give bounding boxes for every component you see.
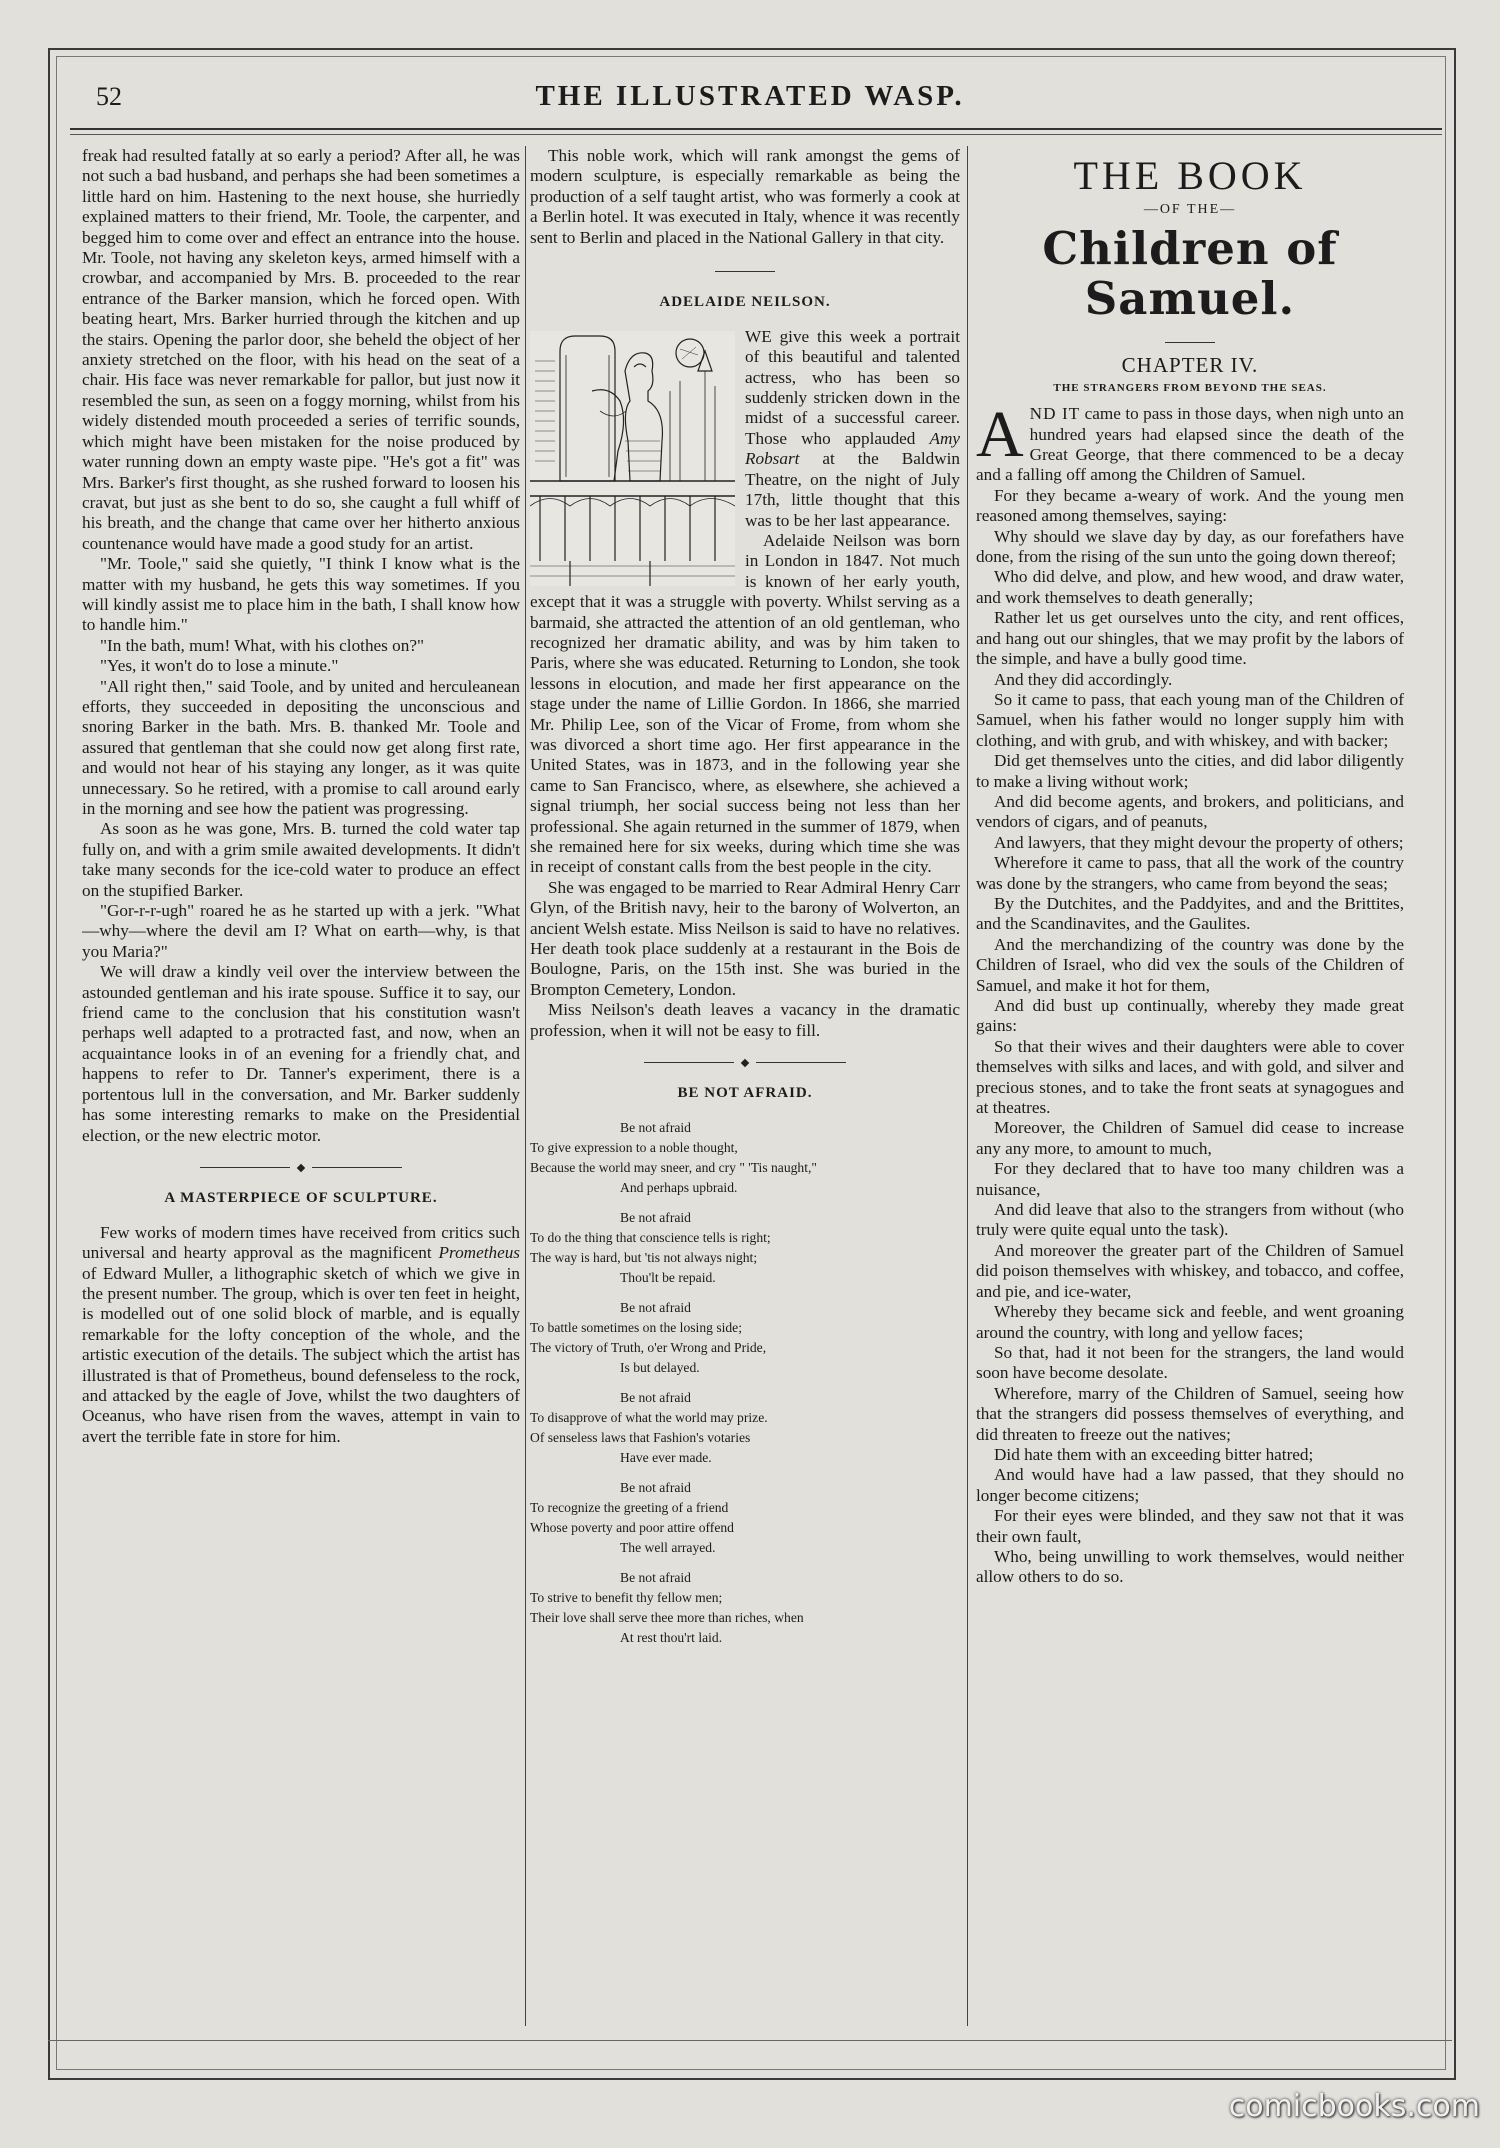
poem-line: To recognize the greeting of a friend	[530, 1499, 729, 1515]
poem-stanza	[530, 1478, 960, 1558]
poem-line: To disapprove of what the world may prize.	[530, 1409, 768, 1425]
chapter-verse: By the Dutchites, and the Paddyites, and and the Brittites, and the Scandinavites, and the Gaulites.	[976, 893, 1404, 934]
poem-line: The way is hard, but 'tis not always night;	[530, 1249, 758, 1265]
poem-stanza	[530, 1208, 960, 1288]
column-left	[82, 146, 520, 2026]
chapter-verse: Did hate them with an exceeding bitter hatred;	[994, 1444, 1314, 1464]
poem-line: Be not afraid	[620, 1569, 691, 1585]
poem-line: Have ever made.	[620, 1449, 712, 1465]
title-rule	[1165, 342, 1215, 343]
poem	[530, 1118, 960, 1648]
book-subtitle: Children of Samuel.	[1042, 222, 1338, 326]
chapter-verse: Did get themselves unto the cities, and did labor diligently to make a living without work;	[976, 751, 1404, 791]
column-middle	[530, 146, 960, 2026]
chapter-verse: Rather let us get ourselves unto the city, and rent offices, and hang out our shingles, that we may profit by the labors of the simple, and have a bully good time.	[976, 608, 1404, 669]
article-paragraph: "Yes, it won't do to lose a minute."	[100, 656, 339, 676]
poem-line: Be not afraid	[620, 1299, 691, 1315]
chapter-verse: Whereby they became sick and feeble, and went groaning around the country, with long and yellow faces;	[976, 1302, 1404, 1342]
poem-heading: BE NOT AFRAID.	[677, 1085, 813, 1102]
chapter-title: CHAPTER IV.	[1121, 353, 1259, 378]
chapter-verse: And would have had a law passed, that they should no longer become citizens;	[976, 1465, 1404, 1505]
poem-line: Be not afraid	[620, 1479, 691, 1495]
sculpture-paragraph: Few works of modern times have received from critics such universal and hearty approval as the magnificent Prometheus of Edward Muller, a lithographic sketch of which we give in the present number. The group, which is over ten feet in height, is modelled out of one solid block of marble, and is equally remarkable for the lofty conception of the whole, and the artistic execution of the details. The subject which the artist has illustrated is that of Prometheus, bound defenseless to the rock, and attacked by the eagle of Jove, whilst the two daughters of Oceanus, who have risen from the waves, attempt in vain to avert the terrible fate in store for him.	[82, 1222, 520, 1446]
poem-stanza	[530, 1388, 960, 1468]
article-paragraph: "Gor-r-r-ugh" roared he as he started up with a jerk. "What—why—where the devil am I? What on earth—why, is that you Maria?"	[82, 901, 520, 961]
column-divider	[525, 146, 526, 2026]
chapter-verse: And did bust up continually, whereby they made great gains:	[976, 996, 1404, 1036]
article-paragraph: We will draw a kindly veil over the interview between the astounded gentleman and his irate spouse. Suffice it to say, our friend came to the conclusion that his constitution wasn't perhaps well adapted to a protracted fast, and now, when an acquaintance looks in of an evening for a friendly chat, and happens to refer to Dr. Tanner's experiment, there is a portentous lull in the conversation, and Mr. Barker suddenly has some interesting remarks to make on the Presidential election, or the new electric motor.	[82, 962, 520, 1145]
poem-line: Be not afraid	[620, 1209, 691, 1225]
poem-line: Be not afraid	[620, 1389, 691, 1405]
neilson-portrait-illustration	[530, 331, 735, 586]
chapter-verse: Wherefore, marry of the Children of Samuel, seeing how that the strangers did possess themselves of everything, and did threaten to freeze out the natives;	[976, 1383, 1404, 1444]
footer-rule	[48, 2040, 1452, 2041]
article-paragraph: "Mr. Toole," said she quietly, "I think I know what is the matter with my husband, he gets this way sometimes. If you will kindly assist me to place him in the bath, I shall know how to handle him."	[82, 554, 520, 635]
chapter-verse: Who did delve, and plow, and hew wood, and draw water, and work themselves to death generally;	[976, 567, 1404, 607]
chapter-subtitle: THE STRANGERS FROM BEYOND THE SEAS.	[1053, 381, 1327, 394]
poem-line: To battle sometimes on the losing side;	[530, 1319, 742, 1335]
poem-line: Of senseless laws that Fashion's votaries	[530, 1429, 751, 1445]
chapter-verse: And did become agents, and brokers, and politicians, and vendors of cigars, and of peanuts,	[976, 791, 1404, 832]
header-rule-thin	[70, 134, 1442, 135]
chapter-verse: And they did accordingly.	[994, 669, 1173, 689]
article-paragraph: As soon as he was gone, Mrs. B. turned the cold water tap fully on, and with a grim smile awaited developments. It didn't take many seconds for the ice-cold water to produce an effect on the stupified Barker.	[82, 819, 520, 900]
poem-line: Whose poverty and poor attire offend	[530, 1519, 734, 1535]
header-rule	[70, 128, 1442, 130]
neilson-paragraph: She was engaged to be married to Rear Admiral Henry Carr Glyn, of the British navy, heir to the barony of Wolverton, an ancient Welsh estate. Miss Neilson is said to have no relatives. Her death took place suddenly at a restaurant in the Bois de Boulogne, Paris, on the 15th inst. She was buried in the Brompton Cemetery, London.	[530, 877, 960, 999]
poem-line: To give expression to a noble thought,	[530, 1139, 738, 1155]
masthead: THE ILLUSTRATED WASP.	[535, 80, 965, 112]
neilson-paragraph: Adelaide Neilson was born in London in 1847. Not much is known of her early youth, except that it was a struggle with poverty. Whilst serving as a barmaid, she attracted the attention of an old gentleman, who recognized her dramatic ability, and was by him taken to Paris, where she was educated. Returning to London, she took lessons in elocution, and made her first appearance on the stage under the name of Lillie Gordon. In 1866, she married Mr. Philip Lee, son of the Vicar of Frome, from whom she was divorced a short time ago. Her first appearance in the United States, was in 1873, and in the following year she came to San Francisco, where, as elsewhere, she achieved a signal triumph, her social success being not less than her professional. She again returned in the summer of 1879, when she remained here for six weeks, during which time she was in receipt of constant calls from the best people in the city.	[530, 530, 960, 877]
article-paragraph: freak had resulted fatally at so early a period? After all, he was not such a bad husband, and perhaps she had been sometimes a little hard on him. Hastening to the next house, she hurriedly explained matters to their friend, Mr. Toole, the carpenter, and begged him to come over and effect an entrance into the house. Mr. Toole, not having any skeleton keys, armed himself with a crowbar, and accompanied by Mrs. B. proceeded to the rear entrance of the Barker mansion, which he forced open. With beating heart, Mrs. Barker hurried through the kitchen and up the stairs. Opening the parlor door, she beheld the object of her anxiety stretched on the floor, with his head on the seat of a chair. His face was never remarkable for pallor, but just now it resembled the sun, as seen on a foggy morning, whilst from his widely distended mouth proceeded a series of terrific sounds, which might have been mistaken for the noise produced by water running down an empty waste pipe. "He's got a fit" was Mrs. Barker's first thought, as she rushed forward to loosen his cravat, but just as she bent to do so, she caught a full whiff of his breath, and the change that came over her hitherto anxious countenance would have made a good study for an artist.	[82, 146, 520, 553]
column-divider	[967, 146, 968, 2026]
chapter-verse: So that their wives and their daughters were able to cover themselves with silks and laces, and with gold, and silver and precious stones, and to take the front seats at synagogues and at theatres.	[976, 1036, 1404, 1118]
chapter-verse: So that, had it not been for the strangers, the land would soon have become desolate.	[976, 1342, 1404, 1383]
neilson-heading: ADELAIDE NEILSON.	[659, 294, 831, 311]
chapter-verse: Why should we slave day by day, as our forefathers have done, from the rising of the sun unto the going down thereof;	[976, 526, 1404, 567]
article-paragraph: "In the bath, mum! What, with his clothes on?"	[100, 635, 424, 655]
chapter-verse: And did leave that also to the strangers from without (who truly were quite equal unto the task).	[976, 1200, 1404, 1240]
site-watermark: comicbooks.com	[1228, 2089, 1480, 2124]
drop-cap: A	[976, 398, 1024, 472]
poem-line: The victory of Truth, o'er Wrong and Pride,	[530, 1339, 767, 1355]
chapter-verse: For they became a-weary of work. And the young men reasoned among themselves, saying:	[976, 485, 1404, 526]
article-paragraph: "All right then," said Toole, and by united and herculeanean efforts, they succeeded in depositing the unconscious and snoring Barker in the bath. Mrs. B. thanked Mr. Toole and assured that gentleman that she could now get along first rate, and would not hear of his staying any longer, as it was quite unnecessary. So he retired, with a promise to call around early in the morning and see how the patient was progressing.	[82, 676, 520, 818]
column-right	[976, 146, 1404, 2026]
book-ofthe: —OF THE—	[1143, 202, 1237, 217]
sculpture-continued: This noble work, which will rank amongst the gems of modern sculpture, is especially remarkable as being the production of a self taught artist, who was formerly a cook at a Berlin hotel. It was executed in Italy, whence it was recently sent to Berlin and placed in the National Gallery in that city.	[530, 146, 960, 247]
poem-line: Thou'lt be repaid.	[620, 1269, 716, 1285]
section-ornament	[530, 262, 960, 282]
sculpture-title-emphasis: Prometheus	[438, 1243, 520, 1263]
chapter-verse: For their eyes were blinded, and they saw not that it was their own fault,	[976, 1506, 1404, 1546]
section-ornament	[82, 1158, 520, 1178]
sculpture-heading: A MASTERPIECE OF SCULPTURE.	[164, 1190, 438, 1207]
poem-line: To strive to benefit thy fellow men;	[530, 1589, 723, 1605]
chapter-verse: And the merchandizing of the country was done by the Children of Israel, who did vex the souls of the Children of Samuel, and make it hot for them,	[976, 934, 1404, 995]
poem-stanza	[530, 1568, 960, 1648]
chapter-opening-paragraph: AND IT came to pass in those days, when nigh unto an hundred years had elapsed since the death of the Great George, that there commenced to be a decay and a falling off among the Children of Samuel.	[976, 398, 1404, 485]
chapter-verse: And lawyers, that they might devour the property of others;	[994, 832, 1404, 852]
poem-line: Is but delayed.	[620, 1359, 700, 1375]
page-header	[96, 76, 1404, 120]
poem-stanza	[530, 1118, 960, 1198]
book-title: THE BOOK	[1073, 153, 1307, 198]
poem-line: Because the world may sneer, and cry " 'Tis naught,"	[530, 1159, 817, 1175]
chapter-verse: Wherefore it came to pass, that all the work of the country was done by the strangers, who came from beyond the seas;	[976, 853, 1404, 893]
neilson-intro-paragraph: WE give this week a portrait of this beautiful and talented actress, who has been so suddenly stricken down in the midst of a successful career. Those who applauded Amy Robsart at the Baldwin Theatre, on the night of July 17th, little thought that this was to be her last appearance.	[745, 326, 960, 530]
neilson-paragraph: Miss Neilson's death leaves a vacancy in the dramatic profession, when it will not be easy to fill.	[530, 1000, 960, 1040]
chapter-verse: And moreover the greater part of the Children of Samuel did poison themselves with whiskey, and tobacco, and coffee, and pie, and ice-water,	[976, 1240, 1404, 1301]
poem-line: Their love shall serve thee more than riches, when	[530, 1609, 804, 1625]
chapter-verse: Who, being unwilling to work themselves, would neither allow others to do so.	[976, 1546, 1404, 1587]
chapter-verse: Moreover, the Children of Samuel did cease to increase any any more, to amount to much,	[976, 1118, 1404, 1158]
page-number: 52	[96, 82, 122, 111]
poem-stanza	[530, 1298, 960, 1378]
chapter-verse: So it came to pass, that each young man of the Children of Samuel, when his father would no longer supply him with clothing, and with grub, and with whiskey, and with backer;	[976, 689, 1404, 750]
poem-line: And perhaps upbraid.	[620, 1179, 738, 1195]
section-ornament	[530, 1053, 960, 1073]
poem-line: At rest thou'rt laid.	[620, 1629, 723, 1645]
poem-line: To do the thing that conscience tells is right;	[530, 1229, 771, 1245]
role-title-emphasis: Amy Robsart	[745, 428, 960, 469]
chapter-verse: For they declared that to have too many children was a nuisance,	[976, 1159, 1404, 1199]
poem-line: The well arrayed.	[620, 1539, 716, 1555]
poem-line: Be not afraid	[620, 1119, 691, 1135]
